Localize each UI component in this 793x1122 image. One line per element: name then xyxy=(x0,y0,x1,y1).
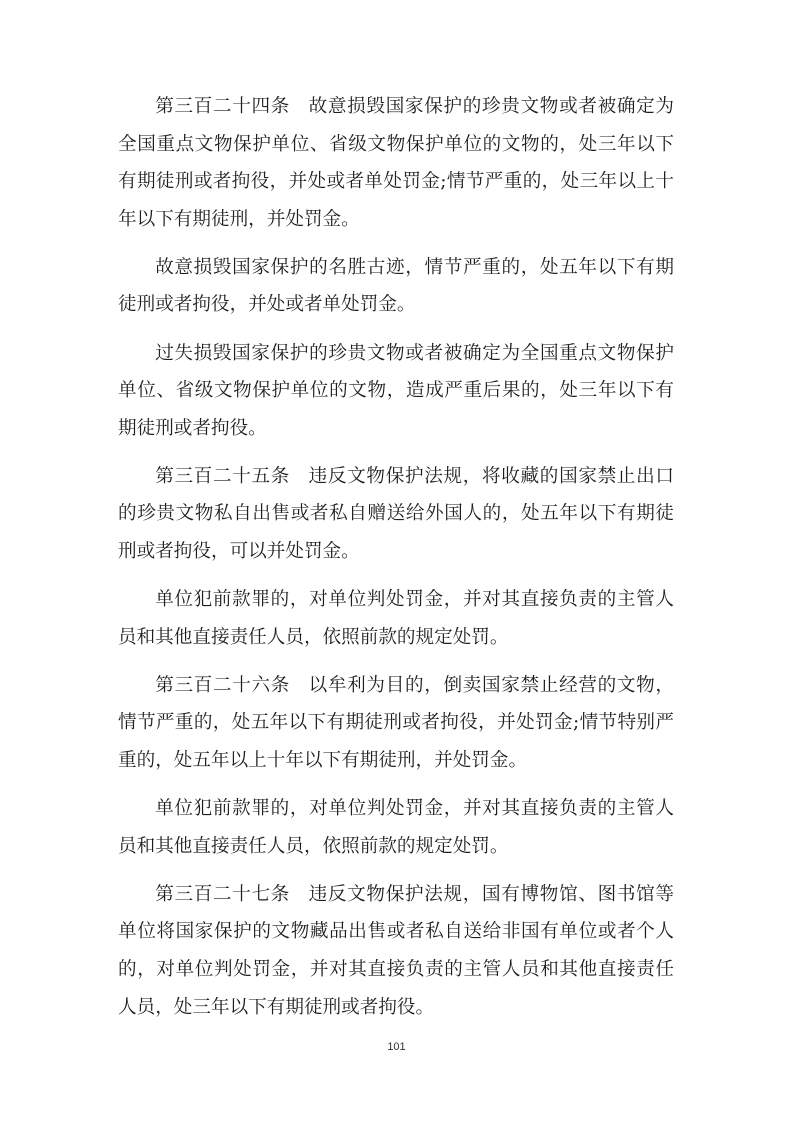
paragraph-article-326 xyxy=(118,667,674,780)
paragraph-article-324 xyxy=(118,88,674,238)
article-text: 以牟利为目的，倒卖国家禁止经营的文物，情节严重的，处五年以下有期徒刑或者拘役，并处罚金;情节特别严重的，处五年以上十年以下有期徒刑，并处罚金。 xyxy=(118,674,674,771)
paragraph-text: 过失损毁国家保护的珍贵文物或者被确定为全国重点文物保护单位、省级文物保护单位的文物，造成严重后果的，处三年以下有期徒刑或者拘役。 xyxy=(118,342,674,439)
article-number: 第三百二十六条 xyxy=(155,674,291,696)
paragraph xyxy=(118,790,674,865)
document-body xyxy=(118,88,674,1026)
paragraph xyxy=(118,249,674,324)
article-number: 第三百二十四条 xyxy=(155,96,291,117)
page-number: 101 xyxy=(387,1041,406,1053)
paragraph-text: 单位犯前款罪的，对单位判处罚金，并对其直接负责的主管人员和其他直接责任人员，依照前款的规定处罚。 xyxy=(118,798,674,857)
paragraph-text: 单位犯前款罪的，对单位判处罚金，并对其直接负责的主管人员和其他直接责任人员，依照前款的规定处罚。 xyxy=(118,589,674,648)
paragraph-article-327 xyxy=(118,876,674,1026)
article-text: 违反文物保护法规，国有博物馆、图书馆等单位将国家保护的文物藏品出售或者私自送给非国有单位或者个人的，对单位判处罚金，并对其直接负责的主管人员和其他直接责任人员，处三年以下有期徒刑或者拘役。 xyxy=(118,883,674,1018)
article-number: 第三百二十七条 xyxy=(155,883,291,905)
article-text: 违反文物保护法规，将收藏的国家禁止出口的珍贵文物私自出售或者私自赠送给外国人的，处五年以下有期徒刑或者拘役，可以并处罚金。 xyxy=(118,465,674,563)
paragraph xyxy=(118,335,674,448)
paragraph-article-325 xyxy=(118,458,674,571)
paragraph-text: 故意损毁国家保护的名胜古迹，情节严重的，处五年以下有期徒刑或者拘役，并处或者单处罚金。 xyxy=(118,256,674,316)
article-number: 第三百二十五条 xyxy=(155,465,291,487)
paragraph xyxy=(118,581,674,656)
article-text: 故意损毁国家保护的珍贵文物或者被确定为全国重点文物保护单位、省级文物保护单位的文物的，处三年以下有期徒刑或者拘役，并处或者单处罚金;情节严重的，处三年以上十年以下有期徒刑，并处罚金。 xyxy=(118,96,674,230)
